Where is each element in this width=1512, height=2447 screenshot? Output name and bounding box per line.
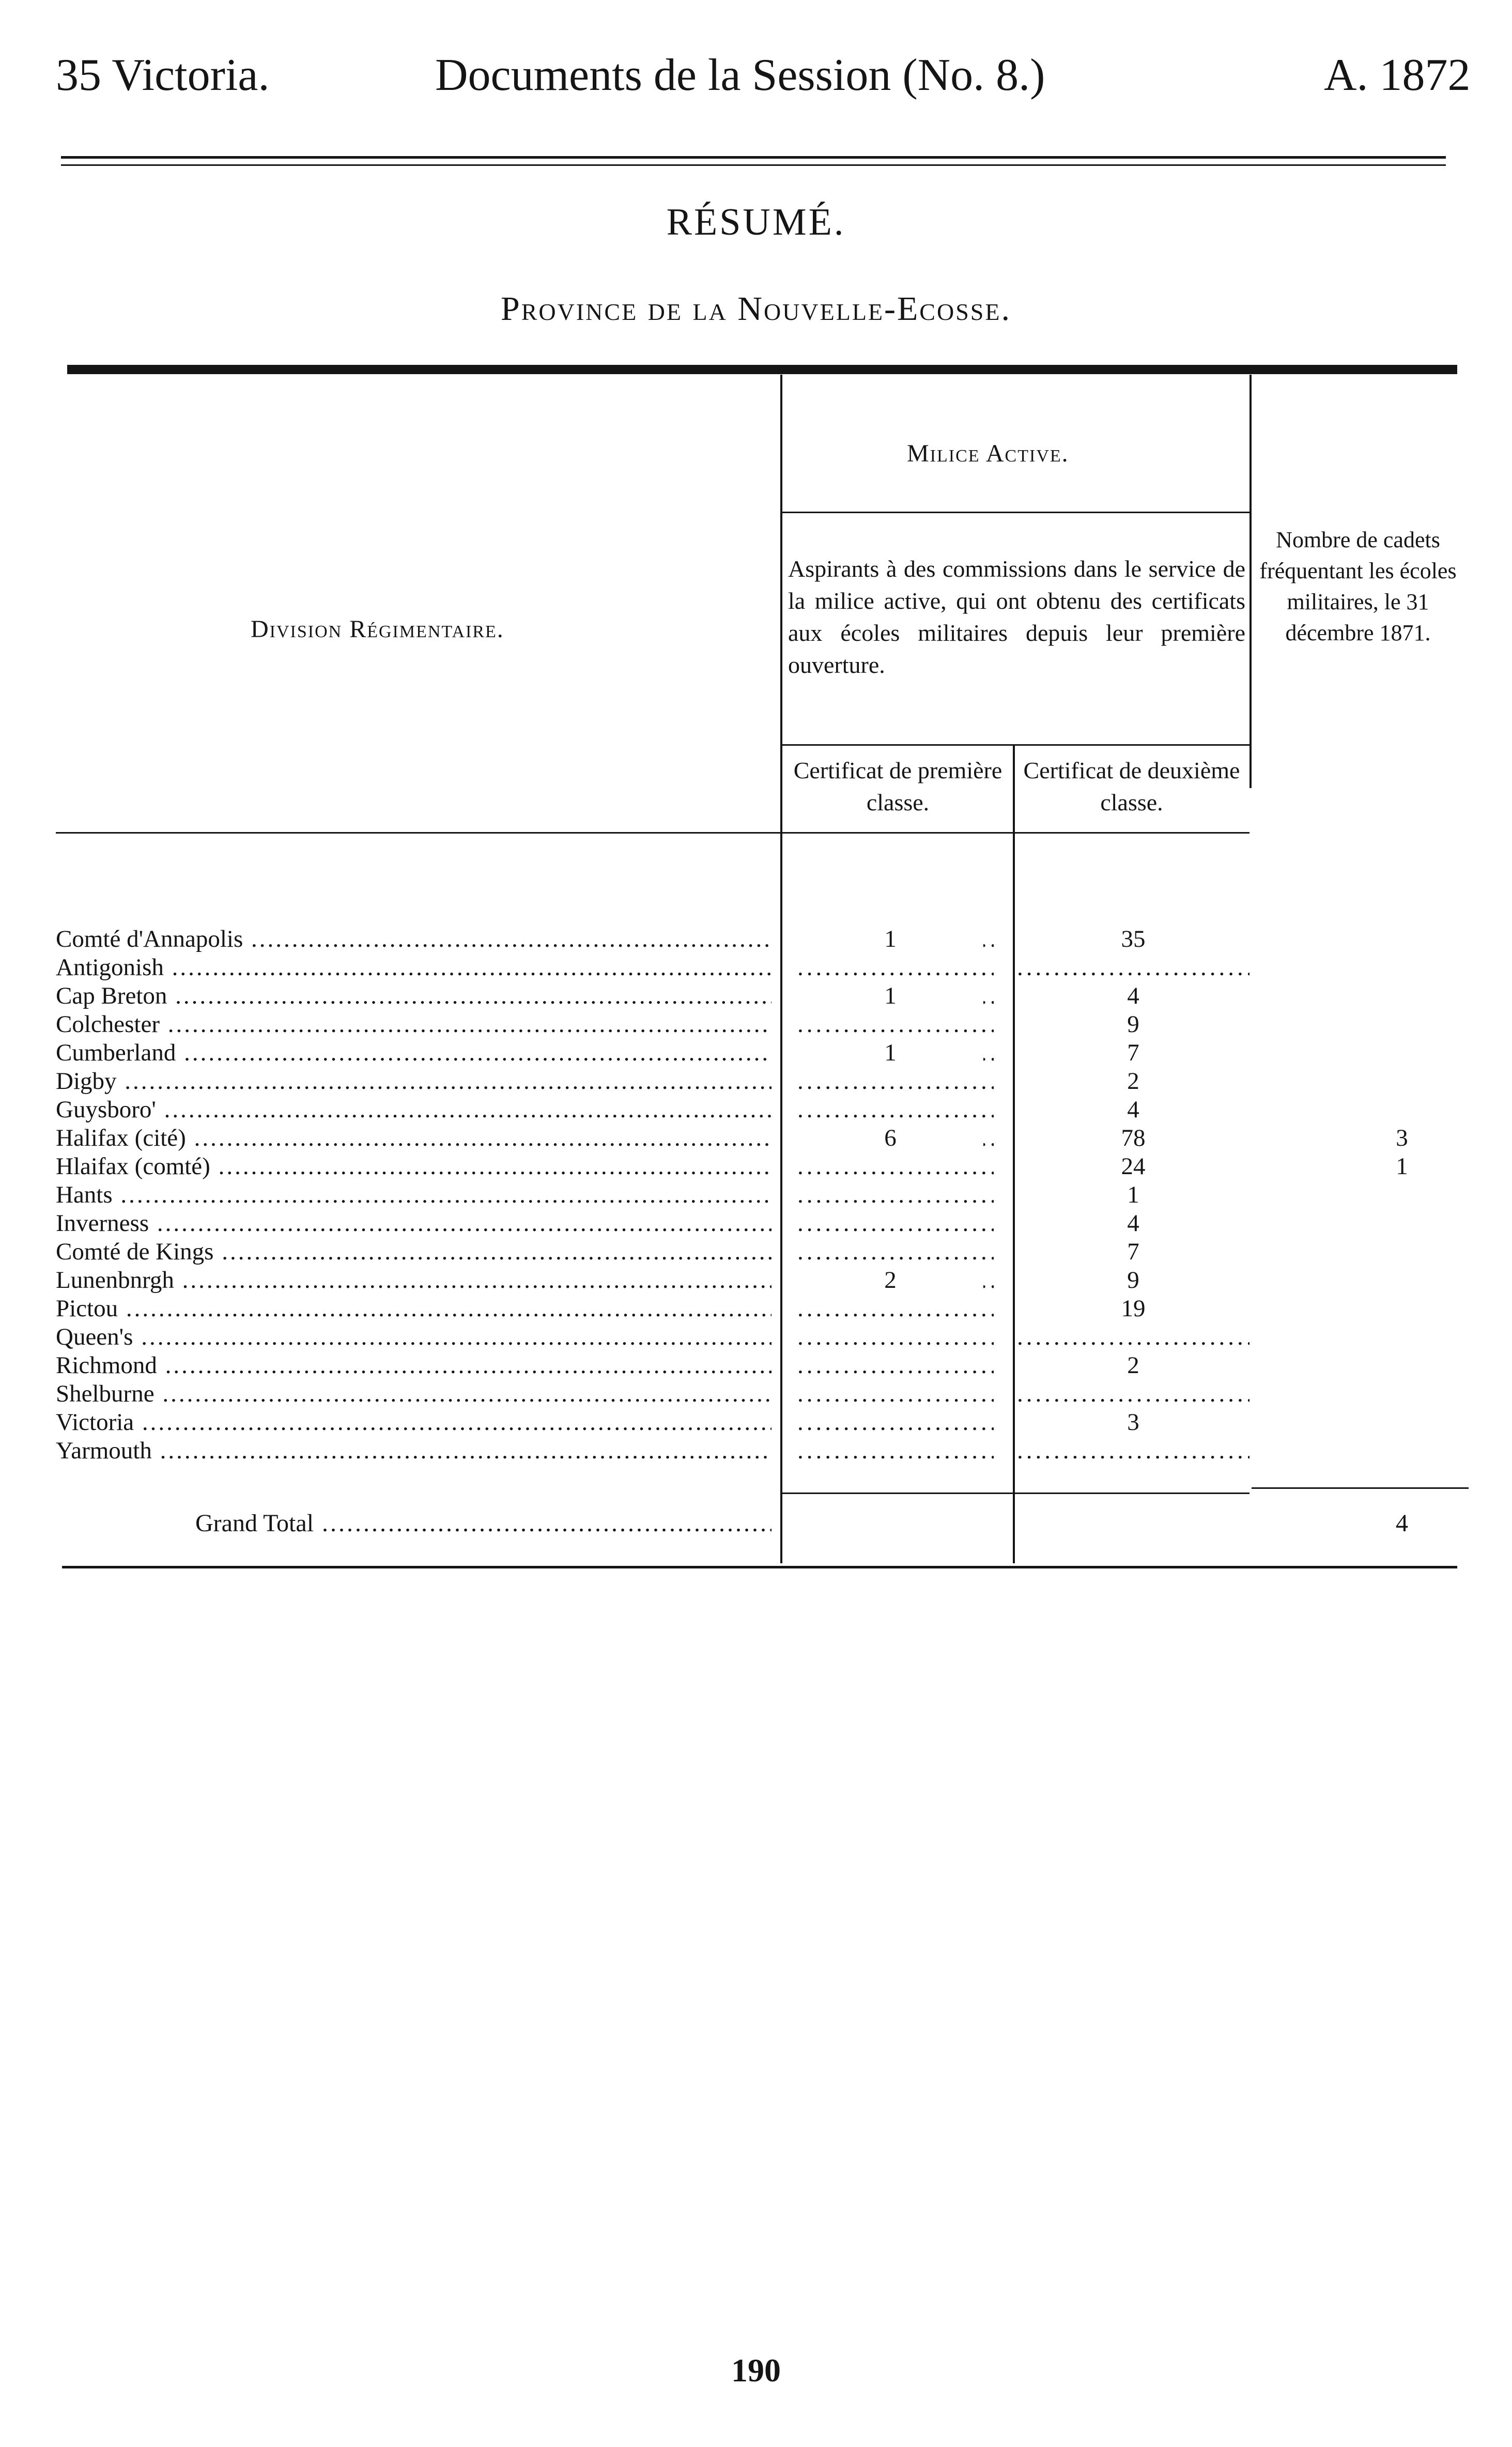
row-premiere-value: ..... 1 [797, 1039, 983, 1067]
row-division-name: Hlaifax (comté) ..... [56, 1152, 772, 1181]
row-deuxieme-value: ..... 35 [1017, 925, 1249, 953]
row-deuxieme-value: ..... 2 [1017, 1351, 1249, 1380]
row-division-name: Colchester ..... [56, 1010, 772, 1039]
row-premiere-value-cell [797, 1152, 994, 1181]
row-division-name: Hants ..... [56, 1181, 772, 1209]
row-deuxieme-value-cell [1017, 953, 1249, 982]
row-deuxieme-value: ..... 4 [1017, 1096, 1249, 1124]
row-division-name: Shelburne ..... [56, 1380, 772, 1408]
cadets-total-rule [1252, 1487, 1469, 1489]
row-division-name: Cap Breton ..... [56, 982, 772, 1010]
header-rule-top [61, 156, 1446, 159]
row-deuxieme-value: ..... 1 [1017, 1181, 1249, 1209]
row-division-name: Richmond ..... [56, 1351, 772, 1380]
row-deuxieme-value: ..... 24 [1017, 1152, 1249, 1181]
row-premiere-value-cell [797, 1067, 994, 1096]
table-row [56, 1266, 1451, 1295]
row-premiere-value: ..... 6 [797, 1124, 983, 1152]
row-premiere-value-cell [797, 1124, 994, 1152]
row-deuxieme-value: ..... 78 [1017, 1124, 1249, 1152]
row-division-name: Victoria ..... [56, 1408, 772, 1437]
row-deuxieme-value-cell [1017, 1209, 1249, 1238]
row-premiere-value-cell [797, 925, 994, 953]
row-premiere-value-cell [797, 1209, 994, 1238]
table-row [56, 1096, 1451, 1124]
row-premiere-value-cell [797, 1010, 994, 1039]
row-premiere-value-cell [797, 1408, 994, 1437]
row-deuxieme-value: ..... 9 [1017, 1266, 1249, 1295]
table-row [56, 1437, 1451, 1465]
total-row [56, 1508, 1451, 1539]
row-deuxieme-value: ..... 9 [1017, 1010, 1249, 1039]
row-premiere-value: ..... 1 [797, 925, 983, 953]
row-deuxieme-value-cell [1017, 1096, 1249, 1124]
row-division-name: Inverness ..... [56, 1209, 772, 1238]
row-deuxieme-value-cell [1017, 925, 1249, 953]
table-row [56, 925, 1451, 953]
row-division-name: Halifax (cité) ..... [56, 1124, 772, 1152]
table-row [56, 1380, 1451, 1408]
page-subtitle: Province de la Nouvelle-Ecosse. [501, 290, 1011, 328]
page-title: RÉSUMÉ. [666, 201, 846, 243]
table-divider-3 [1249, 375, 1252, 788]
subhead-rule [782, 744, 1249, 746]
row-deuxieme-value: ..... 2 [1017, 1067, 1249, 1096]
table-row [56, 1323, 1451, 1351]
row-premiere-value-cell [797, 1096, 994, 1124]
row-division-name: Digby ..... [56, 1067, 772, 1096]
row-division-name: Comté d'Annapolis ..... [56, 925, 772, 953]
header-rule [56, 832, 1249, 834]
row-premiere-value-cell [797, 1181, 994, 1209]
row-deuxieme-value-cell [1017, 1010, 1249, 1039]
row-deuxieme-value-cell [1017, 1437, 1249, 1465]
row-deuxieme-value-cell [1017, 1323, 1249, 1351]
row-deuxieme-value-cell [1017, 1238, 1249, 1266]
table-row [56, 1181, 1451, 1209]
row-deuxieme-value: ..... 4 [1017, 1209, 1249, 1238]
table-row [56, 1351, 1451, 1380]
row-cadets-value: 3 [1396, 1125, 1408, 1151]
table-row [56, 953, 1451, 982]
row-division-name: Antigonish ..... [56, 953, 772, 982]
column-header-aspirants: Aspirants à des commissions dans le service de la milice active, qui ont obtenu des certificats aux écoles militaires depuis leur première ouverture. [788, 556, 1245, 678]
table-row [56, 1124, 1451, 1152]
row-deuxieme-value-cell [1017, 1181, 1249, 1209]
column-header-milice: Milice Active. [907, 440, 1069, 467]
row-premiere-value-cell [797, 1351, 994, 1380]
row-premiere-value: ..... 1 [797, 982, 983, 1010]
column-header-premiere: Certificat de première classe. [793, 757, 1002, 815]
row-division-name: Lunenbnrgh ..... [56, 1266, 772, 1295]
table-row [56, 1010, 1451, 1039]
table-row [56, 1067, 1451, 1096]
page-number: 190 [731, 2352, 781, 2389]
row-deuxieme-value-cell [1017, 1380, 1249, 1408]
row-premiere-value-cell [797, 953, 994, 982]
milice-rule [782, 512, 1249, 513]
row-deuxieme-value: ..... 3 [1017, 1408, 1249, 1437]
row-deuxieme-value-cell [1017, 1351, 1249, 1380]
row-division-name: Guysboro' ..... [56, 1096, 772, 1124]
table-row [56, 1408, 1451, 1437]
table-bottom-rule [62, 1566, 1457, 1568]
row-division-name: Yarmouth ..... [56, 1437, 772, 1465]
column-header-cadets: Nombre de cadets fréquentant les écoles militaires, le 31 décembre 1871. [1259, 527, 1457, 645]
row-cadets-value: 1 [1396, 1153, 1408, 1180]
row-division-name: Queen's ..... [56, 1323, 772, 1351]
table-row [56, 1039, 1451, 1067]
column-header-division: Division Régimentaire. [251, 615, 504, 643]
header-series-number: A. 1872 [1324, 50, 1471, 100]
table-row [56, 1209, 1451, 1238]
row-premiere-value: ..... 2 [797, 1266, 983, 1295]
row-division-name: Cumberland ..... [56, 1039, 772, 1067]
row-premiere-value-cell [797, 1323, 994, 1351]
column-header-deuxieme: Certificat de deuxième classe. [1023, 757, 1240, 815]
table-row [56, 1238, 1451, 1266]
row-premiere-value-cell [797, 1238, 994, 1266]
pre-total-rule [782, 1492, 1249, 1494]
row-premiere-value-cell [797, 1266, 994, 1295]
row-deuxieme-value-cell [1017, 1408, 1249, 1437]
row-division-name: Pictou ..... [56, 1295, 772, 1323]
table-row [56, 1295, 1451, 1323]
row-premiere-value-cell [797, 1295, 994, 1323]
row-deuxieme-value: ..... 4 [1017, 982, 1249, 1010]
row-deuxieme-value-cell [1017, 1295, 1249, 1323]
table-row [56, 982, 1451, 1010]
header-document-title: Documents de la Session (No. 8.) [435, 50, 1045, 100]
row-deuxieme-value: ..... 7 [1017, 1039, 1249, 1067]
header-rule-bottom [61, 164, 1446, 166]
row-deuxieme-value: ..... 19 [1017, 1295, 1249, 1323]
row-premiere-value-cell [797, 1380, 994, 1408]
header-session-year: 35 Victoria. [56, 50, 270, 100]
row-deuxieme-value-cell [1017, 1067, 1249, 1096]
row-deuxieme-value-cell [1017, 982, 1249, 1010]
row-deuxieme-value-cell [1017, 1039, 1249, 1067]
total-cadets: 4 [1396, 1510, 1408, 1537]
row-deuxieme-value-cell [1017, 1124, 1249, 1152]
row-deuxieme-value-cell [1017, 1152, 1249, 1181]
total-label: Grand Total ..... [195, 1508, 772, 1539]
row-premiere-value-cell [797, 1437, 994, 1465]
row-deuxieme-value-cell [1017, 1266, 1249, 1295]
table-row [56, 1152, 1451, 1181]
row-division-name: Comté de Kings ..... [56, 1238, 772, 1266]
row-deuxieme-value: ..... 7 [1017, 1238, 1249, 1266]
row-premiere-value-cell [797, 1039, 994, 1067]
table-top-rule [67, 365, 1457, 374]
row-premiere-value-cell [797, 982, 994, 1010]
